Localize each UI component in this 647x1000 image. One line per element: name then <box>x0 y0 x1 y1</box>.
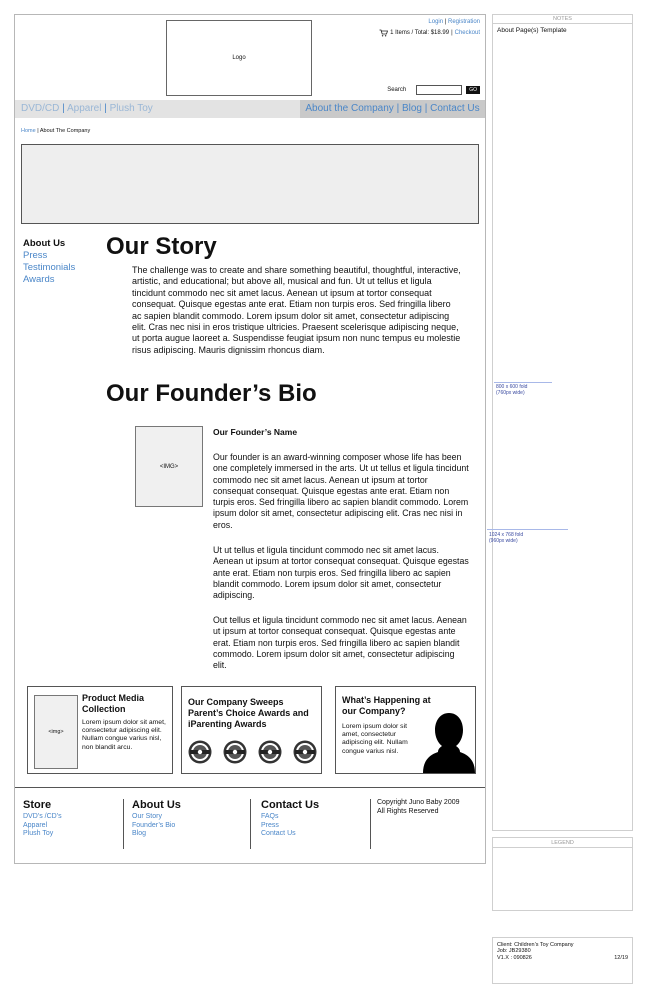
footer-about <box>123 799 181 849</box>
promo-awards-title: Our Company Sweeps Parent’s Choice Awards and iParenting Awards <box>188 697 309 729</box>
award-seal-icon <box>293 740 317 764</box>
notes-panel <box>492 14 633 831</box>
footer-link-press[interactable]: Press <box>261 821 279 829</box>
fold-marker-800 <box>494 382 552 383</box>
nav-item-blog[interactable]: Blog <box>401 103 422 114</box>
fold-label-line: 800 x 600 fold <box>496 384 528 390</box>
nav-item-apparel[interactable]: Apparel <box>66 103 102 114</box>
fold-label-800 <box>496 384 527 396</box>
cart-icon[interactable] <box>379 29 388 37</box>
sidebar-item-testimonials[interactable]: Testimonials <box>23 262 76 273</box>
fold-label-1024 <box>489 532 523 544</box>
page-number: 12/19 <box>614 955 628 961</box>
promo-media-title: Product Media Collection <box>82 693 145 714</box>
award-seal-icon <box>188 740 212 764</box>
nav-separator: | <box>396 103 400 114</box>
client-line: Client: Children’s Toy Company <box>497 942 574 948</box>
cart-summary <box>379 29 480 37</box>
sidebar-heading[interactable]: About Us <box>23 238 66 249</box>
breadcrumb <box>21 128 90 134</box>
registration-link[interactable]: Registration <box>447 19 480 25</box>
legend-heading: LEGEND <box>493 838 632 848</box>
promo-media-collection[interactable] <box>27 686 173 774</box>
logo-label: Logo <box>232 55 246 61</box>
legend-panel <box>492 837 633 911</box>
founder-image-label: <IMG> <box>159 463 179 470</box>
story-text: The challenge was to create and share something beautiful, thoughtful, interactive, artistic, and educational; but above all, musical and fun. Ut ut tellus et ligula tincidunt commodo nec sit amet lacus. Aenean ut ipsum at tortor consequat consequat. Quisque egestas ante erat. Etiam non turpis eros. Sed fringilla libero ac sapien blandit commodo. Lorem ipsum dolor sit amet, consectetur adipiscing elit. Cras nec nisi in eros tristique ultricies. Praesent scelerisque adipiscing neque, ut porta augue laoreet a. Suspendisse feugiat ipsum non nunc tempus eu molestie risus adipiscing. Mauris dignissim rhoncus diam. <box>132 265 461 355</box>
footer-divider <box>15 787 485 788</box>
breadcrumb-separator: | <box>37 128 39 134</box>
bio-paragraph: Out tellus et ligula tincidunt commodo nec sit amet lacus. Aenean ut ipsum at tortor consequat consequat. Quisque egestas ante erat. Etiam non turpis eros. Sed fringilla libero ac sapien blandit commodo. Lorem ipsum dolor sit amet, consectetur adipiscing elit. <box>213 615 467 671</box>
footer-link-our-story[interactable]: Our Story <box>132 813 162 820</box>
footer-link-apparel[interactable]: Apparel <box>23 821 48 829</box>
breadcrumb-current: About The Company <box>39 128 91 134</box>
fold-marker-1024 <box>487 529 568 530</box>
cart-total: 1 Items / Total: $18.99 <box>390 30 450 36</box>
sidebar-item-press[interactable]: Press <box>23 250 48 261</box>
award-seal-icon <box>223 740 247 764</box>
fold-label-line: (960px wide) <box>489 538 518 544</box>
page-frame <box>14 14 486 864</box>
breadcrumb-home[interactable]: Home <box>21 128 36 134</box>
account-links <box>428 19 480 25</box>
footer-link-faqs[interactable]: FAQs <box>261 813 279 820</box>
nav-item-about-company[interactable]: About the Company <box>305 103 394 114</box>
notes-text: About Page(s) Template <box>497 27 567 34</box>
cart-separator: | <box>451 30 453 36</box>
client-info <box>492 937 633 984</box>
search-label: Search <box>387 87 407 93</box>
footer-about-title: About Us <box>132 799 181 811</box>
nav-item-dvd-cd[interactable]: DVD/CD <box>21 103 60 114</box>
footer-store-title: Store <box>23 799 52 811</box>
copyright-line: Copyright Juno Baby 2009 <box>377 799 460 806</box>
nav-separator: | <box>104 103 107 114</box>
footer-contact <box>250 799 319 849</box>
story-title: Our Story <box>106 233 217 260</box>
notes-heading: NOTES <box>493 15 632 24</box>
person-silhouette-icon <box>423 709 475 773</box>
fold-label-line: 1024 x 768 fold <box>489 532 524 538</box>
search-input[interactable] <box>416 85 462 95</box>
nav-item-contact-us[interactable]: Contact Us <box>430 103 480 114</box>
nav-separator: | <box>424 103 428 114</box>
footer-store <box>23 799 62 839</box>
promo-news-text: Lorem ipsum dolor sit amet, consectetur adipiscing elit. Nullam congue varius nisl. <box>342 723 408 755</box>
shop-nav <box>21 103 153 114</box>
search-bar <box>387 85 480 95</box>
promo-news-title: What’s Happening at our Company? <box>342 695 431 716</box>
footer-link-founders-bio[interactable]: Founder’s Bio <box>132 821 176 829</box>
fold-label-line: (760px wide) <box>496 390 525 396</box>
media-image-label: <img> <box>48 729 64 735</box>
rights-line: All Rights Reserved <box>377 807 439 815</box>
bio-title: Our Founder’s Bio <box>106 380 317 407</box>
job-line: Job: JB29380 <box>497 948 531 955</box>
promo-media-text: Lorem ipsum dolor sit amet, consectetur adipiscing elit. Nullam congue varius nisl, non blandit arcu. <box>82 719 166 751</box>
footer-link-dvds[interactable]: DVD’s /CD’s <box>23 813 62 820</box>
nav-separator: | <box>62 103 65 114</box>
login-separator: | <box>444 19 447 25</box>
footer-link-plush-toy[interactable]: Plush Toy <box>23 830 54 838</box>
company-nav <box>300 100 485 118</box>
founder-image-placeholder <box>135 426 203 507</box>
media-image-placeholder <box>34 695 78 769</box>
footer-link-contact-us[interactable]: Contact Us <box>261 830 296 838</box>
login-link[interactable]: Login <box>428 19 444 25</box>
checkout-link[interactable]: Checkout <box>454 30 480 36</box>
founder-name: Our Founder’s Name <box>213 427 298 437</box>
footer-copyright <box>370 799 460 849</box>
bio-paragraph: Our founder is an award-winning composer whose life has been one completely immersed in the arts. Ut ut tellus et ligula tincidunt commodo nec sit amet lacus. Aenean ut ipsum at tortor consequat consequat. Quisque egestas ante erat. Etiam non turpis eros. Sed fringilla libero ac sapien blandit commodo. Lorem ipsum dolor sit amet, consectetur adipiscing elit. Cras nec nisi in eros. <box>213 452 469 530</box>
footer-contact-title: Contact Us <box>261 799 320 811</box>
logo-placeholder[interactable] <box>166 20 312 96</box>
bio-paragraph: Ut ut tellus et ligula tincidunt commodo nec sit amet lacus. Aenean ut ipsum at tortor consequat consequat. Quisque egestas ante erat. Etiam non turpis eros. Sed fringilla libero ac sapien blandit commodo. Lorem ipsum dolor sit amet, consectetur adipiscing. <box>213 545 469 601</box>
promo-company-news[interactable] <box>335 686 476 774</box>
footer-link-blog[interactable]: Blog <box>132 830 147 838</box>
sidebar-item-awards[interactable]: Awards <box>23 274 55 285</box>
promo-awards[interactable] <box>181 686 322 774</box>
about-sidebar <box>23 238 75 286</box>
hero-banner-placeholder <box>21 144 479 224</box>
nav-item-plush-toy[interactable]: Plush Toy <box>109 103 153 114</box>
main-nav <box>15 100 485 118</box>
search-go-button[interactable]: GO <box>466 86 480 94</box>
award-seal-icon <box>258 740 282 764</box>
version-line: V1.X : 090826 <box>497 954 532 961</box>
award-seals <box>188 740 317 764</box>
